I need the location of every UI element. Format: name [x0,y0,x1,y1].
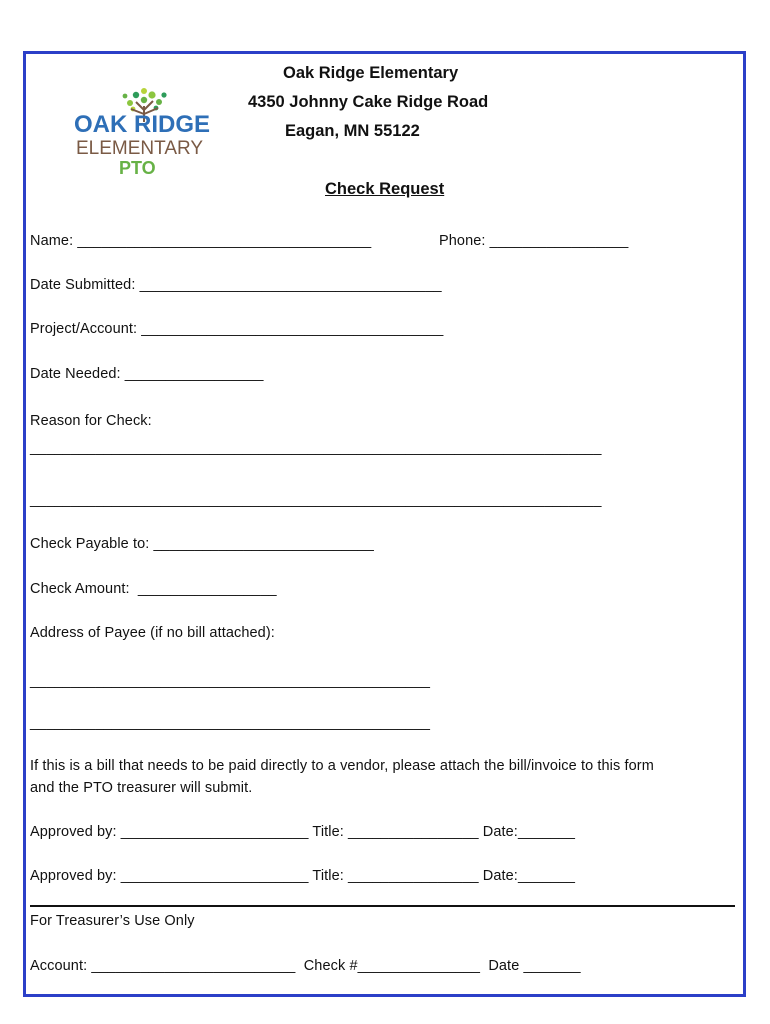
payee-address-line-2[interactable]: _________________________________________________ [30,715,431,731]
oak-ridge-pto-logo [70,86,210,181]
date-submitted-field[interactable]: Date Submitted: _____________________________________ [30,277,442,293]
check-amount-field[interactable]: Check Amount: _________________ [30,581,277,597]
logo-text-oak-ridge: OAK RIDGE [74,111,210,138]
date-needed-field[interactable]: Date Needed: _________________ [30,366,264,382]
payee-address-label: Address of Payee (if no bill attached): [30,625,275,641]
bill-note-line-1: If this is a bill that needs to be paid directly to a vendor, please attach the bill/invoice to this form [30,758,654,774]
logo-text-elementary: ELEMENTARY [76,138,204,159]
payee-address-line-1[interactable]: _________________________________________________ [30,673,431,689]
treasurer-heading: For Treasurer’s Use Only [30,913,195,929]
check-payable-field[interactable]: Check Payable to: ___________________________ [30,536,374,552]
approval-row-1[interactable]: Approved by: _______________________ Title: ________________ Date:_______ [30,824,576,840]
school-city: Eagan, MN 55122 [285,122,420,140]
bill-note-line-2: and the PTO treasurer will submit. [30,780,253,796]
school-name: Oak Ridge Elementary [283,64,459,82]
name-field[interactable]: Name: ____________________________________ [30,233,372,249]
approval-row-2[interactable]: Approved by: _______________________ Title: ________________ Date:_______ [30,868,576,884]
reason-line-2[interactable]: ______________________________________________________________________ [30,492,602,508]
section-divider [30,905,735,907]
phone-field[interactable]: Phone: _________________ [439,233,629,249]
logo-text-pto: PTO [119,158,156,178]
reason-line-1[interactable]: ______________________________________________________________________ [30,440,602,456]
reason-label: Reason for Check: [30,413,152,429]
project-account-field[interactable]: Project/Account: _____________________________________ [30,321,444,337]
school-street: 4350 Johnny Cake Ridge Road [248,93,489,111]
treasurer-row[interactable]: Account: _________________________ Check #_______________ Date _______ [30,958,581,974]
form-title: Check Request [325,180,445,198]
